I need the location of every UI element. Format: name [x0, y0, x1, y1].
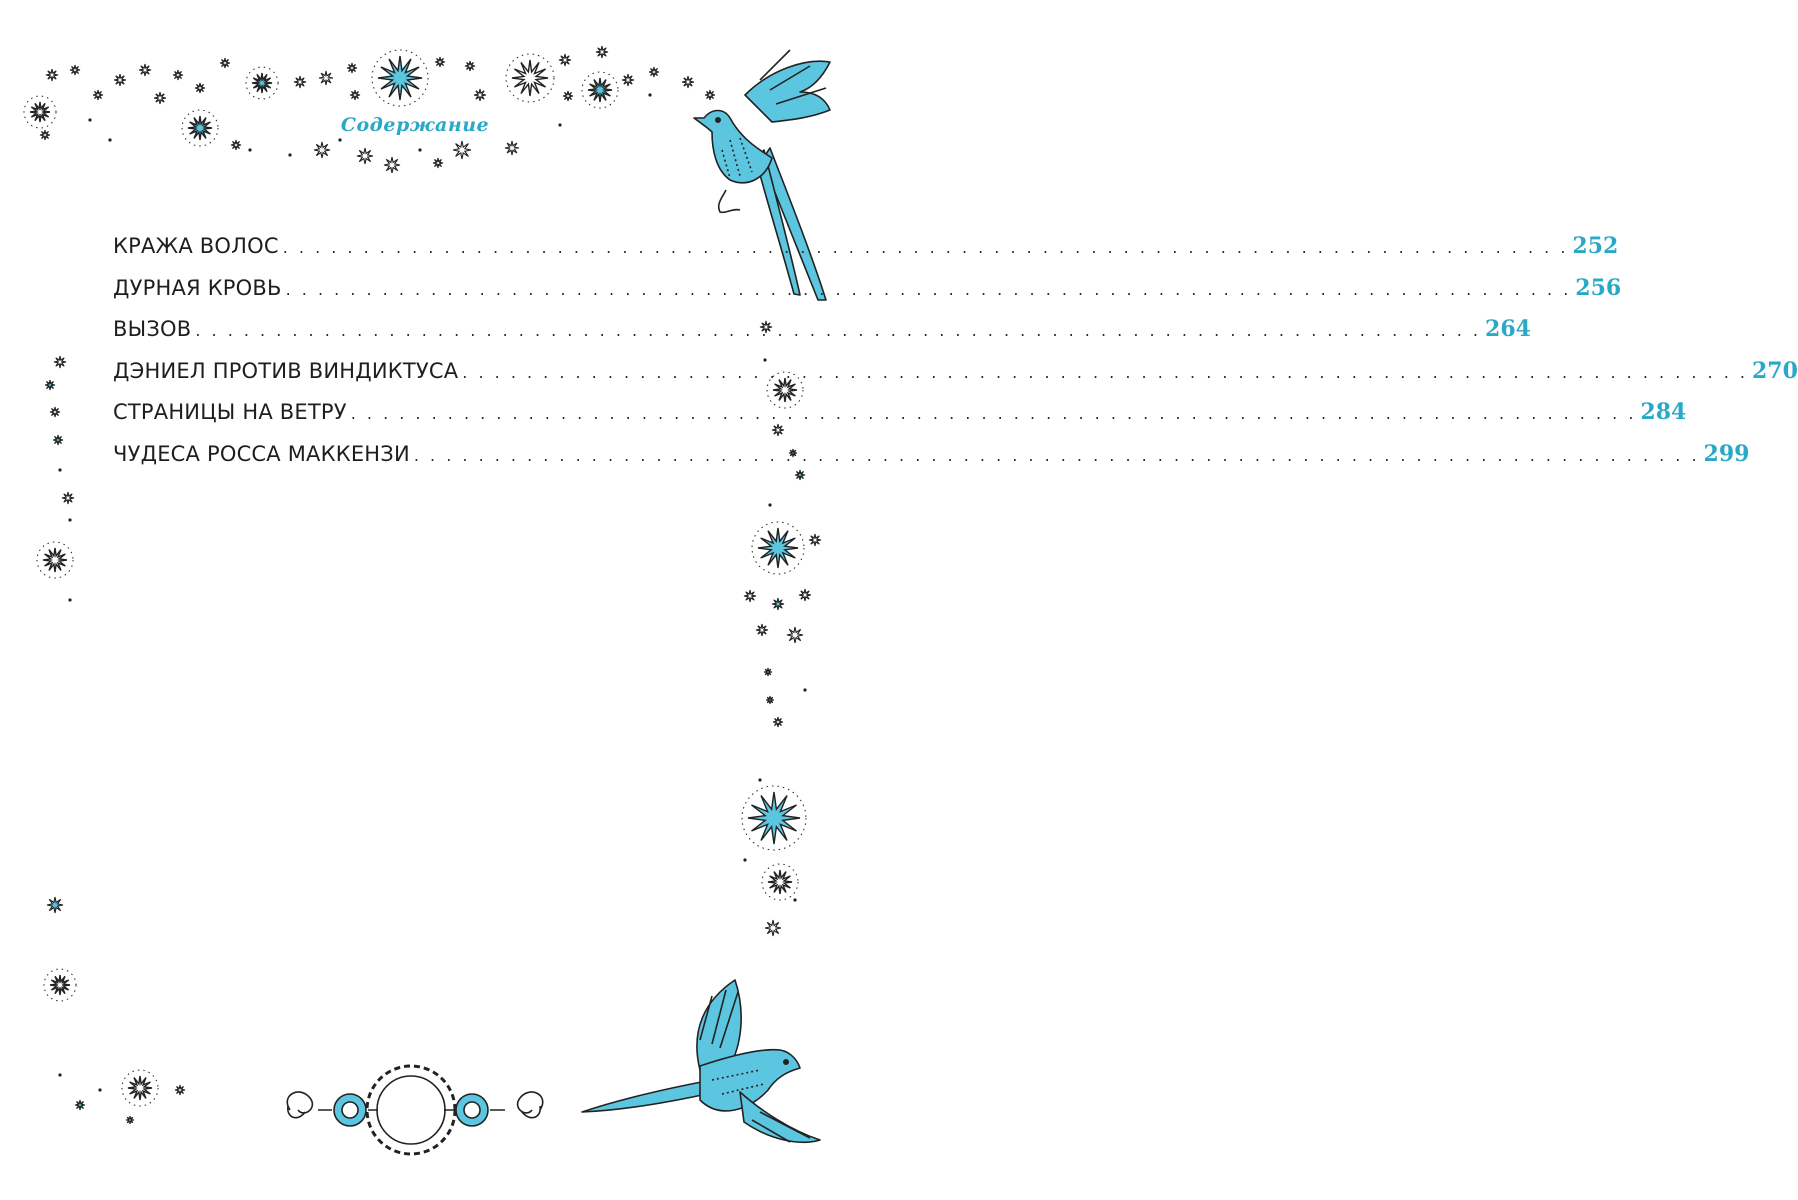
toc-entry-page: 264: [1485, 316, 1531, 343]
starburst-icon: [182, 110, 218, 146]
star-icon: [175, 1085, 185, 1095]
star-icon: [787, 627, 803, 643]
starburst-icon: [762, 864, 798, 900]
starburst-icon: [44, 969, 76, 1001]
dot-ornament: [793, 898, 796, 901]
star-icon: [795, 470, 805, 480]
toc-leader-dots: . . . . . . . . . . . . . . . . . . . . . . . . . . . . . . . . . . . . . . . . . . . . . . . . . . . . . . . . . . . . . . . . . . . . . . . . . . . . . . . .: [413, 445, 1700, 465]
star-icon: [559, 54, 571, 66]
starburst-icon: [246, 67, 278, 99]
toc-entry[interactable]: [113, 274, 1622, 317]
bird-illustration-top: [694, 50, 830, 300]
star-field: [24, 46, 821, 1124]
star-icon: [46, 69, 58, 81]
star-icon: [505, 141, 519, 155]
dot-ornament: [68, 518, 71, 521]
dot-ornament: [743, 858, 746, 861]
star-icon: [45, 380, 55, 390]
dot-ornament: [768, 503, 771, 506]
toc-leader-dots: . . . . . . . . . . . . . . . . . . . . . . . . . . . . . . . . . . . . . . . . . . . . . . . . . . . . . . . . . . . . . . . . . . . . . . . . . . . . . . . .: [195, 321, 1482, 341]
star-icon: [563, 91, 573, 101]
dot-ornament: [248, 148, 251, 151]
star-icon: [435, 57, 445, 67]
dot-ornament: [758, 778, 761, 781]
dot-ornament: [418, 148, 421, 151]
star-icon: [474, 89, 486, 101]
toc-entry-title: ЧУДЕСА РОССА МАККЕНЗИ: [113, 441, 410, 466]
star-icon: [114, 74, 126, 86]
star-icon: [220, 58, 230, 68]
toc-leader-dots: . . . . . . . . . . . . . . . . . . . . . . . . . . . . . . . . . . . . . . . . . . . . . . . . . . . . . . . . . . . . . . . . . . . . . . . . . . . . . . . .: [462, 362, 1748, 382]
toc-entry-title: СТРАНИЦЫ НА ВЕТРУ: [113, 400, 347, 425]
toc-entry[interactable]: [113, 233, 1619, 275]
toc-entry[interactable]: [113, 440, 1750, 483]
bird-illustration-bottom: [582, 980, 820, 1142]
star-icon: [744, 590, 756, 602]
star-icon: [773, 717, 783, 727]
star-icon: [622, 74, 634, 86]
star-icon: [809, 534, 821, 546]
star-icon: [62, 492, 74, 504]
dot-ornament: [88, 118, 91, 121]
star-icon: [649, 67, 659, 77]
star-icon: [93, 90, 103, 100]
star-icon: [465, 61, 475, 71]
dot-ornament: [803, 688, 806, 691]
toc-entry-title: КРАЖА ВОЛОС: [113, 234, 279, 258]
star-icon: [764, 668, 772, 676]
star-icon: [54, 356, 66, 368]
dot-ornament: [98, 1088, 101, 1091]
toc-entry-title: ДЭНИЕЛ ПРОТИВ ВИНДИКТУСА: [113, 358, 459, 383]
star-icon: [766, 696, 774, 704]
toc-entry[interactable]: [113, 399, 1687, 441]
star-icon: [596, 46, 608, 58]
star-icon: [772, 598, 784, 610]
star-icon: [314, 142, 330, 158]
toc-leader-dots: . . . . . . . . . . . . . . . . . . . . . . . . . . . . . . . . . . . . . . . . . . . . . . . . . . . . . . . . . . . . . . . . . . . . . . . . . . . . . . . .: [282, 238, 1569, 257]
star-icon: [195, 83, 205, 93]
dot-ornament: [58, 468, 61, 471]
star-icon: [705, 90, 715, 100]
dot-ornament: [338, 138, 341, 141]
dot-ornament: [763, 358, 766, 361]
starburst-icon: [752, 522, 804, 574]
star-icon: [453, 141, 471, 159]
gear-ornament: [287, 1066, 542, 1154]
toc-entry-title: ВЫЗОВ: [113, 317, 192, 342]
toc-entry-page: 299: [1703, 440, 1750, 467]
star-icon: [682, 76, 694, 88]
dot-ornament: [558, 123, 561, 126]
star-icon: [40, 130, 50, 140]
dot-ornament: [58, 1073, 61, 1076]
star-icon: [139, 64, 151, 76]
star-icon: [756, 624, 768, 636]
star-icon: [350, 90, 360, 100]
star-icon: [50, 407, 60, 417]
star-icon: [772, 424, 784, 436]
toc-entry-page: 284: [1640, 399, 1687, 426]
star-icon: [294, 76, 306, 88]
starburst-icon: [582, 72, 618, 108]
toc-entry[interactable]: [113, 357, 1798, 400]
starburst-icon: [742, 786, 806, 850]
table-of-contents: [113, 233, 1798, 483]
star-icon: [53, 435, 63, 445]
star-icon: [231, 140, 241, 150]
dot-ornament: [108, 138, 111, 141]
starburst-icon: [506, 54, 554, 102]
star-icon: [765, 920, 781, 936]
star-icon: [173, 70, 183, 80]
contents-heading: Содержание: [340, 114, 490, 136]
star-icon: [47, 897, 63, 913]
starburst-icon: [37, 542, 73, 578]
star-icon: [126, 1116, 134, 1124]
toc-entry-page: 270: [1751, 357, 1798, 384]
star-icon: [319, 71, 333, 85]
star-icon: [75, 1100, 85, 1110]
toc-leader-dots: . . . . . . . . . . . . . . . . . . . . . . . . . . . . . . . . . . . . . . . . . . . . . . . . . . . . . . . . . . . . . . . . . . . . . . . . . . . . . . . .: [350, 404, 1637, 424]
toc-entry-page: 252: [1572, 233, 1619, 259]
dot-ornament: [648, 93, 651, 96]
dot-ornament: [288, 153, 291, 156]
toc-entry-page: 256: [1575, 274, 1622, 301]
star-icon: [433, 158, 443, 168]
star-icon: [357, 148, 373, 164]
starburst-icon: [24, 96, 56, 128]
star-icon: [154, 92, 166, 104]
dot-ornament: [68, 598, 71, 601]
star-icon: [347, 63, 357, 73]
toc-entry-title: ДУРНАЯ КРОВЬ: [113, 275, 282, 300]
toc-leader-dots: . . . . . . . . . . . . . . . . . . . . . . . . . . . . . . . . . . . . . . . . . . . . . . . . . . . . . . . . . . . . . . . . . . . . . . . . . . . . . . . .: [285, 279, 1572, 299]
starburst-icon: [372, 50, 428, 106]
toc-entry[interactable]: [113, 316, 1531, 358]
star-icon: [384, 157, 400, 173]
starburst-icon: [122, 1070, 158, 1106]
star-icon: [799, 589, 811, 601]
star-icon: [70, 65, 80, 75]
